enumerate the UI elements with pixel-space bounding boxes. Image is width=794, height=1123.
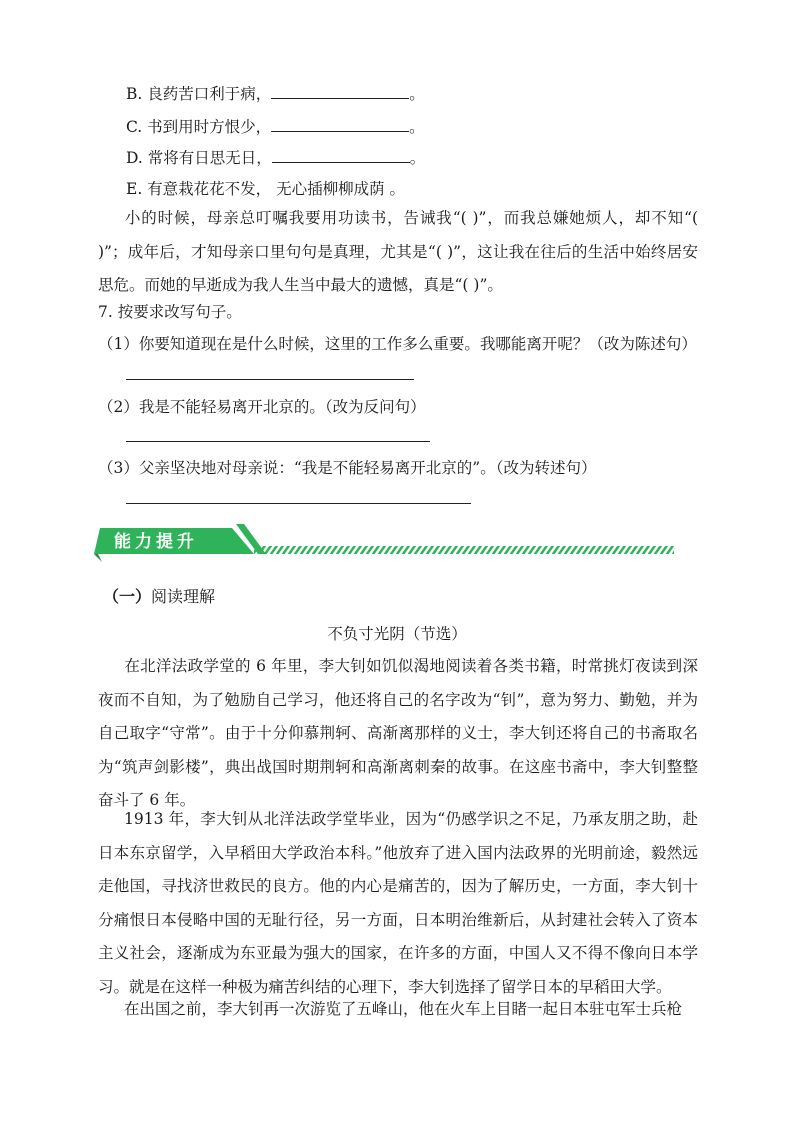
q7-item-2: （2）我是不能轻易离开北京的。（改为反问句） [98, 398, 426, 416]
passage-paragraph-text: 在出国之前，李大钊再一次游览了五峰山，他在火车上目睹一起日本驻屯军士兵枪 [124, 1000, 683, 1018]
passage-paragraph [98, 993, 698, 1027]
banner-title: 能力提升 [114, 532, 198, 552]
option-c-text: C. 书到用时方恨少， [126, 118, 272, 136]
fill-paragraph-text: 小的时候，母亲总叮嘱我要用功读书，告诫我“( )”，而我总嫌她烦人，却不知“( )”；成年后，才知母亲口里句句是真理，尤其是“( )”，这让我在往后的生活中始终居安思危。而她的早逝成为我人生当中最大的遗憾，真是“( )”。 [98, 209, 698, 294]
section-number: （一） [103, 587, 152, 606]
answer-line[interactable] [126, 503, 471, 504]
option-b [126, 82, 425, 104]
passage-title: 不负寸光阴（节选） [327, 625, 467, 643]
period: 。 [409, 85, 425, 103]
answer-line[interactable] [126, 441, 430, 442]
answer-line[interactable] [126, 379, 414, 380]
section-banner [94, 522, 684, 562]
section-label: 阅读理解 [151, 587, 216, 606]
option-e: E. 有意栽花花不发， 无心插柳柳成荫 。 [126, 180, 406, 198]
option-d-text: D. 常将有日思无日， [126, 149, 272, 167]
period: 。 [409, 118, 425, 136]
fill-paragraph [98, 202, 698, 303]
answer-blank[interactable] [271, 84, 409, 99]
period: 。 [409, 149, 426, 167]
option-d [126, 146, 425, 168]
q7-item-1: （1）你要知道现在是什么时候，这里的工作多么重要。我哪能离开呢？（改为陈述句） [98, 335, 697, 353]
answer-blank[interactable] [272, 148, 410, 163]
section-heading [103, 584, 215, 607]
option-b-text: B. 良药苦口利于病， [126, 85, 272, 103]
passage-paragraph [98, 803, 698, 1004]
passage-paragraph [98, 650, 698, 818]
answer-blank[interactable] [271, 117, 409, 132]
passage-paragraph-text: 1913 年，李大钊从北洋法政学堂毕业，因为“仍感学识之不足，乃承友朋之助，赴日本东京留学，入早稻田大学政治本科。”他放弃了进入国内法政界的光明前途，毅然远走他国，寻找济世救民的良方。他的内心是痛苦的，因为了解历史，一方面，李大钊十分痛恨日本侵略中国的无耻行径，另一方面，日本明治维新后，从封建社会转入了资本主义社会，逐渐成为东亚最为强大的国家，在许多的方面，中国人又不得不像向日本学习。就是在这样一种极为痛苦纠结的心理下，李大钊选择了留学日本的早稻田大学。 [98, 810, 698, 996]
q7-item-3: （3）父亲坚决地对母亲说：“我是不能轻易离开北京的”。（改为转述句） [98, 459, 597, 477]
option-c [126, 115, 425, 137]
passage-paragraph-text: 在北洋法政学堂的 6 年里，李大钊如饥似渴地阅读着各类书籍，时常挑灯夜读到深夜而不自知，为了勉励自己学习，他还将自己的名字改为“钊”，意为努力、勤勉，并为自己取字“守常”。由于十分仰慕荆轲、高渐离那样的义士，李大钊还将自己的书斋取名为“筑声剑影楼”，典出战国时期荆轲和高渐离刺秦的故事。在这座书斋中，李大钊整整奋斗了 6 年。 [98, 657, 698, 809]
q7-heading: 7. 按要求改写句子。 [98, 303, 242, 321]
